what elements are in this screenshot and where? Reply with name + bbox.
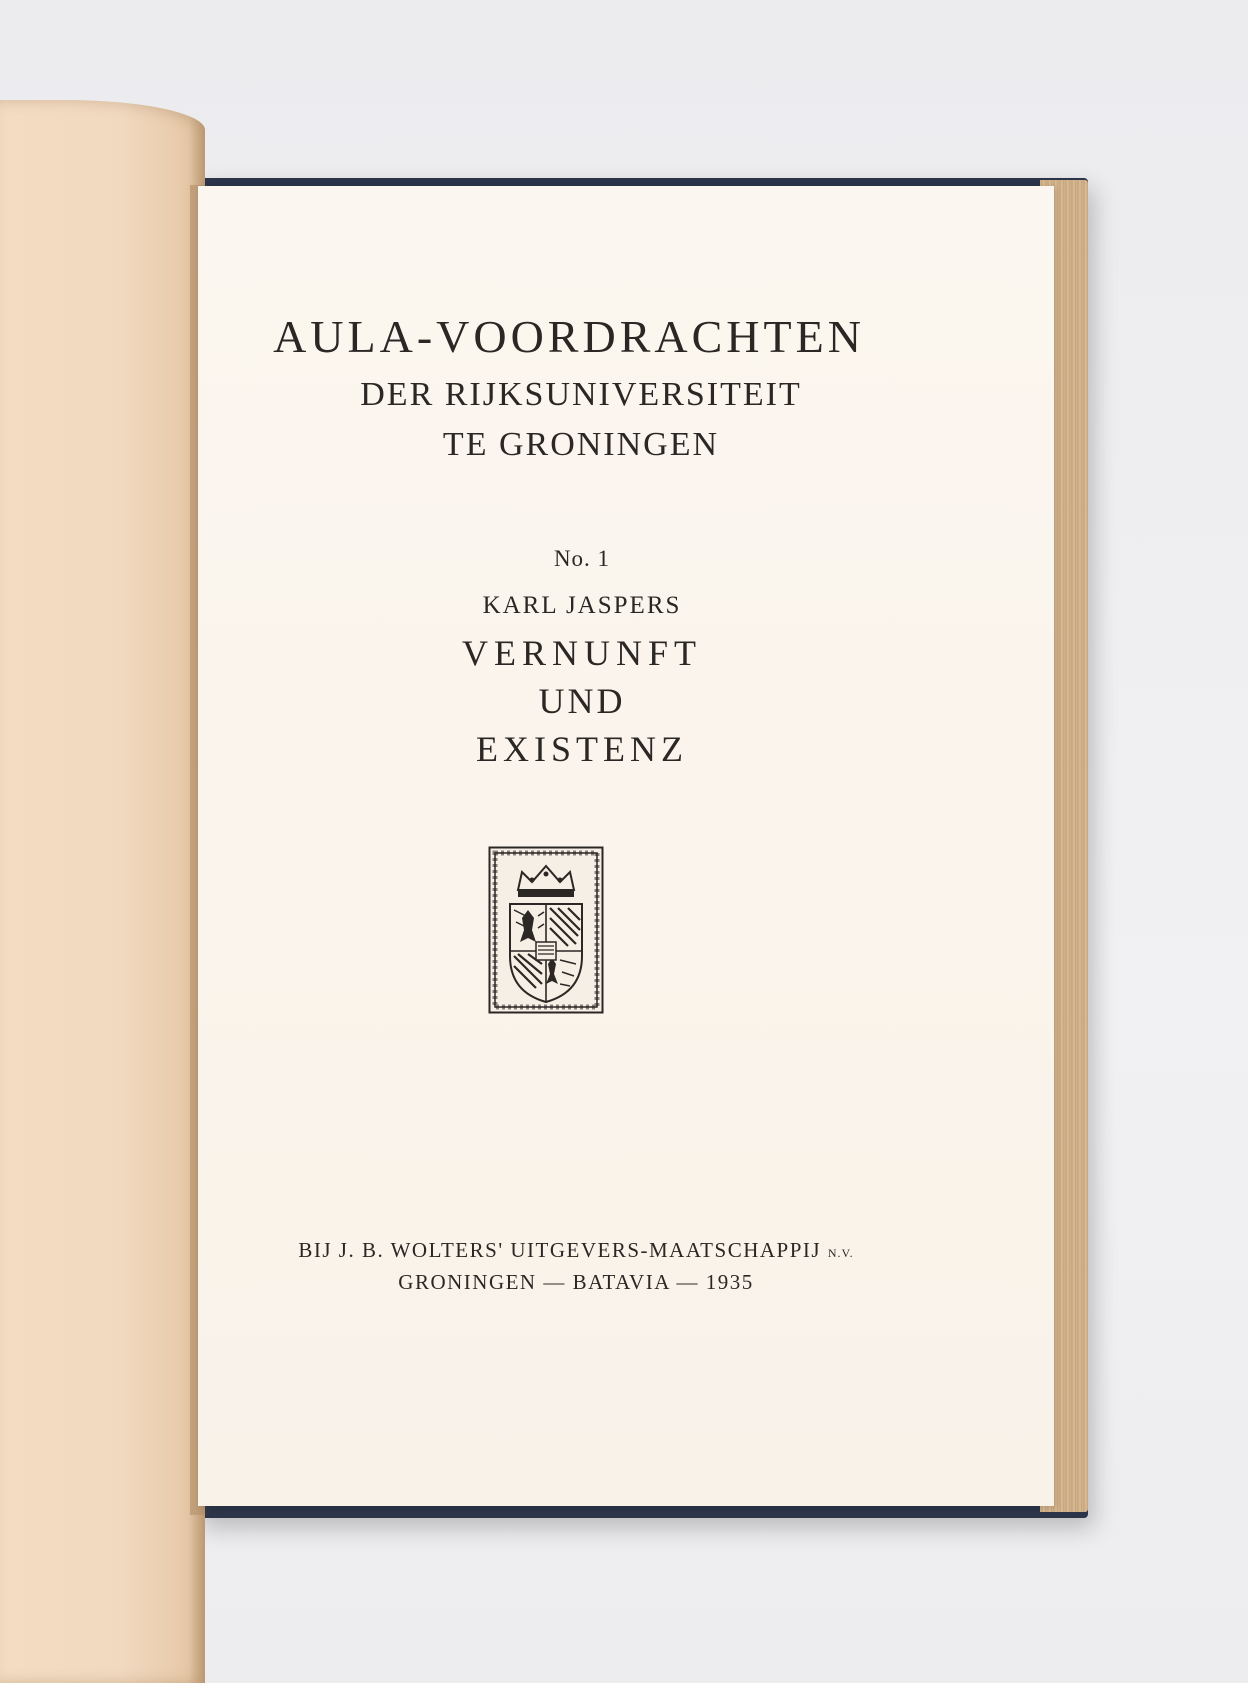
work-title-line2: UND (538, 681, 626, 721)
series-subtitle-line1: DER RIJKSUNIVERSITEIT (360, 376, 802, 413)
place-and-year: GRONINGEN — BATAVIA — 1935 (398, 1270, 754, 1294)
publisher-suffix: N.V. (827, 1246, 854, 1260)
series-title: AULA-VOORDRACHTEN (273, 311, 865, 362)
work-title-line1: VERNUNFT (461, 633, 702, 673)
series-subtitle-line2: TE GRONINGEN (442, 426, 720, 463)
work-title-line3: EXISTENZ (476, 729, 688, 769)
author-name: KARL JASPERS (482, 592, 682, 619)
publisher-line (148, 1238, 1004, 1263)
publisher-name: BIJ J. B. WOLTERS' UITGEVERS-MAATSCHAPPIJ (298, 1238, 822, 1262)
title-page (198, 186, 1054, 1506)
coat-of-arms-icon (488, 846, 604, 1014)
volume-number: No. 1 (553, 546, 611, 571)
